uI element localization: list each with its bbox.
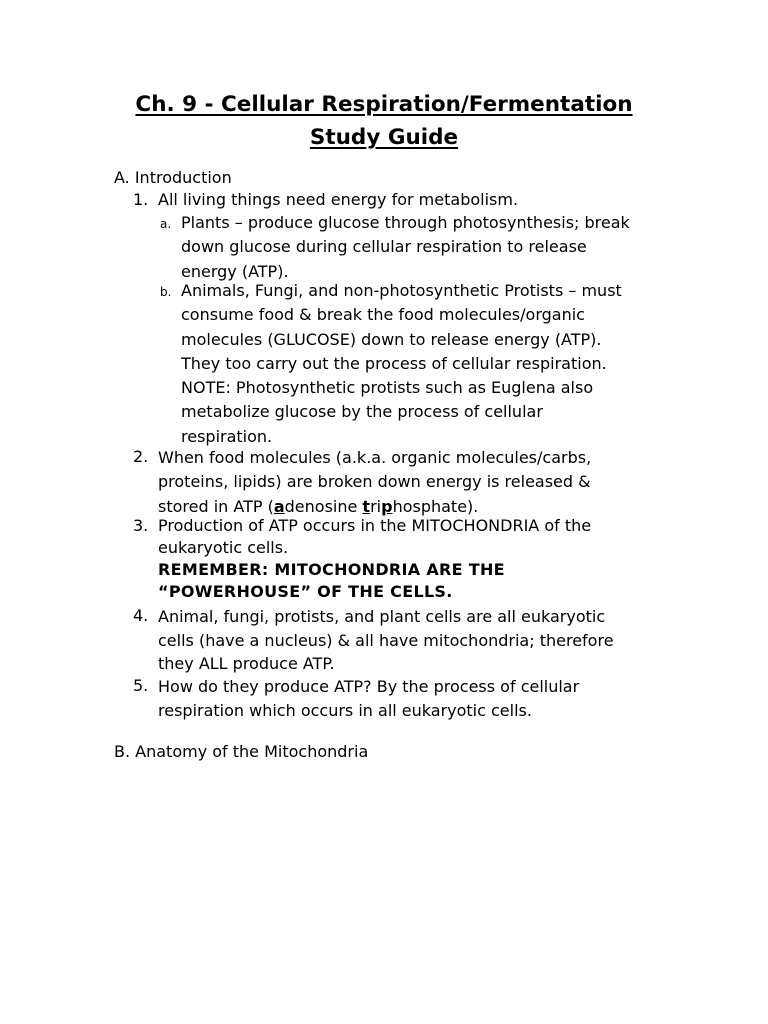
title-line-2: Study Guide bbox=[309, 125, 459, 150]
sub-line: molecules (GLUCOSE) down to release energy (ATP). bbox=[181, 329, 602, 349]
list-text bbox=[158, 446, 658, 519]
list-line: respiration which occurs in all eukaryotic cells. bbox=[158, 701, 532, 720]
list-text: All living things need energy for metabolism. bbox=[158, 190, 519, 209]
sub-letter: a. bbox=[160, 217, 172, 231]
title-line-1: Ch. 9 - Cellular Respiration/Fermentation bbox=[135, 92, 633, 117]
list-line: When food molecules (a.k.a. organic molecules/carbs, bbox=[158, 448, 592, 467]
list-text bbox=[158, 675, 658, 723]
list-number: 1. bbox=[133, 190, 149, 209]
sub-line: They too carry out the process of cellular respiration. bbox=[181, 353, 607, 373]
remember-line: REMEMBER: MITOCHONDRIA ARE THE bbox=[158, 560, 505, 579]
atp-suffix: hosphate). bbox=[392, 496, 479, 516]
list-line: they ALL produce ATP. bbox=[158, 654, 335, 673]
list-text bbox=[158, 605, 658, 676]
sub-line: Animals, Fungi, and non-photosynthetic Protists – must bbox=[181, 281, 622, 300]
sub-line: down glucose during cellular respiration to release bbox=[181, 237, 587, 257]
atp-p: p bbox=[381, 496, 393, 516]
sub-line: Plants – produce glucose through photosynthesis; break bbox=[181, 213, 630, 232]
list-line: Animal, fungi, protists, and plant cells are all eukaryotic bbox=[158, 607, 606, 626]
remember-note bbox=[158, 559, 658, 603]
sub-line: NOTE: Photosynthetic protists such as Euglena also bbox=[181, 378, 594, 398]
list-number: 2. bbox=[133, 447, 149, 466]
sub-line: metabolize glucose by the process of cellular bbox=[181, 402, 543, 422]
section-a-heading: A. Introduction bbox=[114, 168, 232, 187]
atp-t: t bbox=[362, 496, 371, 516]
list-number: 4. bbox=[133, 606, 149, 625]
sub-text bbox=[181, 279, 681, 449]
atp-denosine: denosine bbox=[284, 496, 363, 516]
list-line: How do they produce ATP? By the process of cellular bbox=[158, 677, 580, 696]
remember-line: “POWERHOUSE” OF THE CELLS. bbox=[158, 582, 453, 601]
page-title bbox=[0, 88, 768, 154]
list-line: cells (have a nucleus) & all have mitochondria; therefore bbox=[158, 630, 614, 650]
sub-line: respiration. bbox=[181, 426, 273, 446]
sub-line: energy (ATP). bbox=[181, 261, 289, 281]
atp-ri: ri bbox=[370, 496, 382, 516]
atp-prefix: stored in ATP ( bbox=[158, 496, 274, 516]
list-line: proteins, lipids) are broken down energy is released & bbox=[158, 472, 591, 492]
sub-line: consume food & break the food molecules/organic bbox=[181, 305, 585, 325]
list-line: Production of ATP occurs in the MITOCHONDRIA of the bbox=[158, 516, 592, 535]
sub-letter: b. bbox=[160, 285, 172, 299]
list-line: eukaryotic cells. bbox=[158, 538, 289, 557]
section-b-heading: B. Anatomy of the Mitochondria bbox=[114, 742, 369, 761]
list-number: 5. bbox=[133, 676, 149, 695]
list-number: 3. bbox=[133, 516, 149, 535]
list-text bbox=[158, 515, 658, 603]
atp-a: a bbox=[273, 496, 285, 516]
sub-text bbox=[181, 211, 681, 284]
